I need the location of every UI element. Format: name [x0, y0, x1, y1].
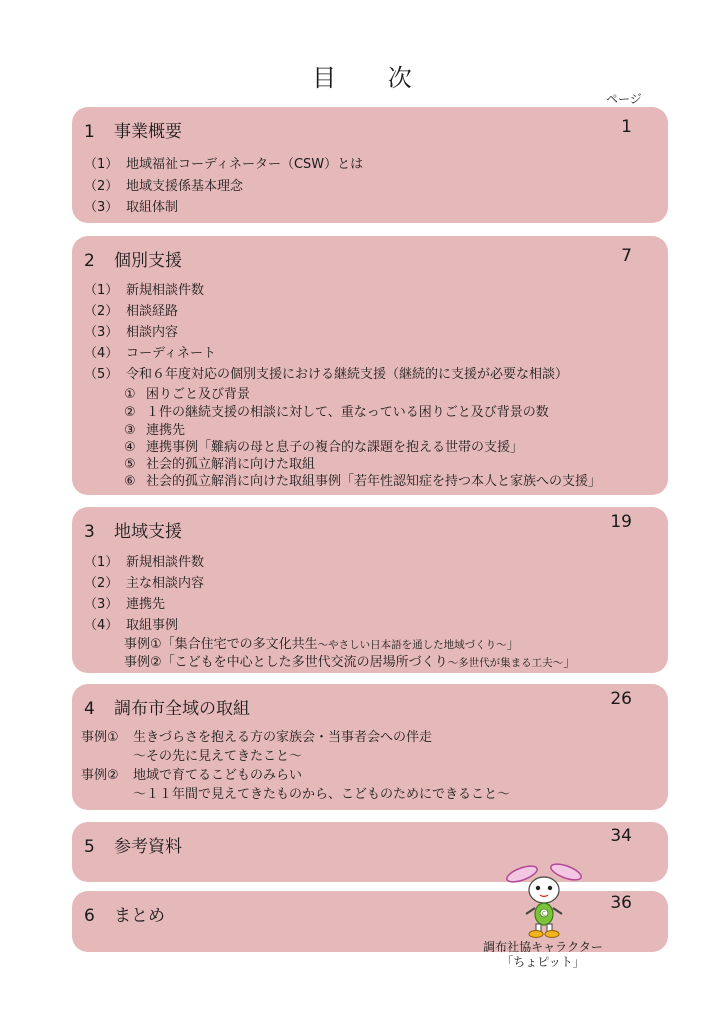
sub-item: ② １件の継続支援の相談に対して、重なっている困りごと及び背景の数 [124, 405, 549, 420]
case-item: 事例② 地域で育てるこどものみらい [81, 768, 303, 783]
list-item: （4） コーディネート [84, 346, 216, 361]
section-page-number: 7 [621, 246, 632, 266]
case-subtitle: ～１１年間で見えてきたものから、こどものためにできること～ [133, 787, 511, 802]
sub-item: ④ 連携事例「難病の母と息子の複合的な課題を抱える世帯の支援」 [124, 440, 524, 455]
list-item: （3） 取組体制 [84, 200, 179, 215]
section-title: 5 参考資料 [84, 837, 182, 857]
list-item: （1） 新規相談件数 [84, 283, 205, 298]
sub-item: ③ 連携先 [124, 423, 186, 438]
list-item: （1） 地域福祉コーディネーター（CSW）とは [84, 157, 364, 172]
mascot-badge-letter: C [541, 910, 547, 918]
section-page-number: 36 [610, 893, 632, 913]
section-title: 3 地域支援 [84, 522, 182, 542]
mascot-caption [468, 940, 618, 970]
section-page-number: 34 [610, 826, 632, 846]
sub-item: ① 困りごと及び背景 [124, 387, 251, 402]
mascot-caption-line1: 調布社協キャラクター [483, 940, 603, 954]
mascot-rabbit-icon [500, 858, 590, 940]
section-page-number: 1 [621, 117, 632, 137]
list-item: （2） 地域支援係基本理念 [84, 179, 244, 194]
section-4[interactable] [72, 684, 668, 810]
case-item: 事例① 生きづらさを抱える方の家族会・当事者会への伴走 [81, 730, 433, 745]
mascot-caption-line2: 「ちょピット」 [501, 955, 585, 969]
section-2[interactable] [72, 236, 668, 495]
page-column-label: ページ [606, 92, 642, 106]
section-title: 1 事業概要 [84, 122, 182, 142]
section-title: 6 まとめ [84, 906, 165, 926]
section-title: 4 調布市全域の取組 [84, 699, 250, 719]
list-item: （3） 連携先 [84, 597, 166, 612]
list-item: （3） 相談内容 [84, 325, 179, 340]
list-item: （4） 取組事例 [84, 618, 179, 633]
list-item: （2） 相談経路 [84, 304, 179, 319]
list-item: （2） 主な相談内容 [84, 576, 205, 591]
list-item: （1） 新規相談件数 [84, 555, 205, 570]
section-title: 2 個別支援 [84, 251, 182, 271]
sub-item: ⑥ 社会的孤立解消に向けた取組事例「若年性認知症を持つ本人と家族への支援」 [124, 474, 602, 489]
case-item: 事例①「集合住宅での多文化共生～やさしい日本語を通した地域づくり～」 [124, 637, 520, 652]
list-item: （5） 令和６年度対応の個別支援における継続支援（継続的に支援が必要な相談） [84, 367, 569, 382]
case-subtitle: ～その先に見えてきたこと～ [133, 749, 303, 764]
section-page-number: 19 [610, 512, 632, 532]
section-1[interactable] [72, 107, 668, 223]
section-3[interactable] [72, 507, 668, 673]
case-item: 事例②「こどもを中心とした多世代交流の居場所づくり～多世代が集まる工夫～」 [124, 655, 577, 670]
section-page-number: 26 [610, 689, 632, 709]
sub-item: ⑤ 社会的孤立解消に向けた取組 [124, 457, 316, 472]
page-title: 目 次 [312, 64, 434, 92]
